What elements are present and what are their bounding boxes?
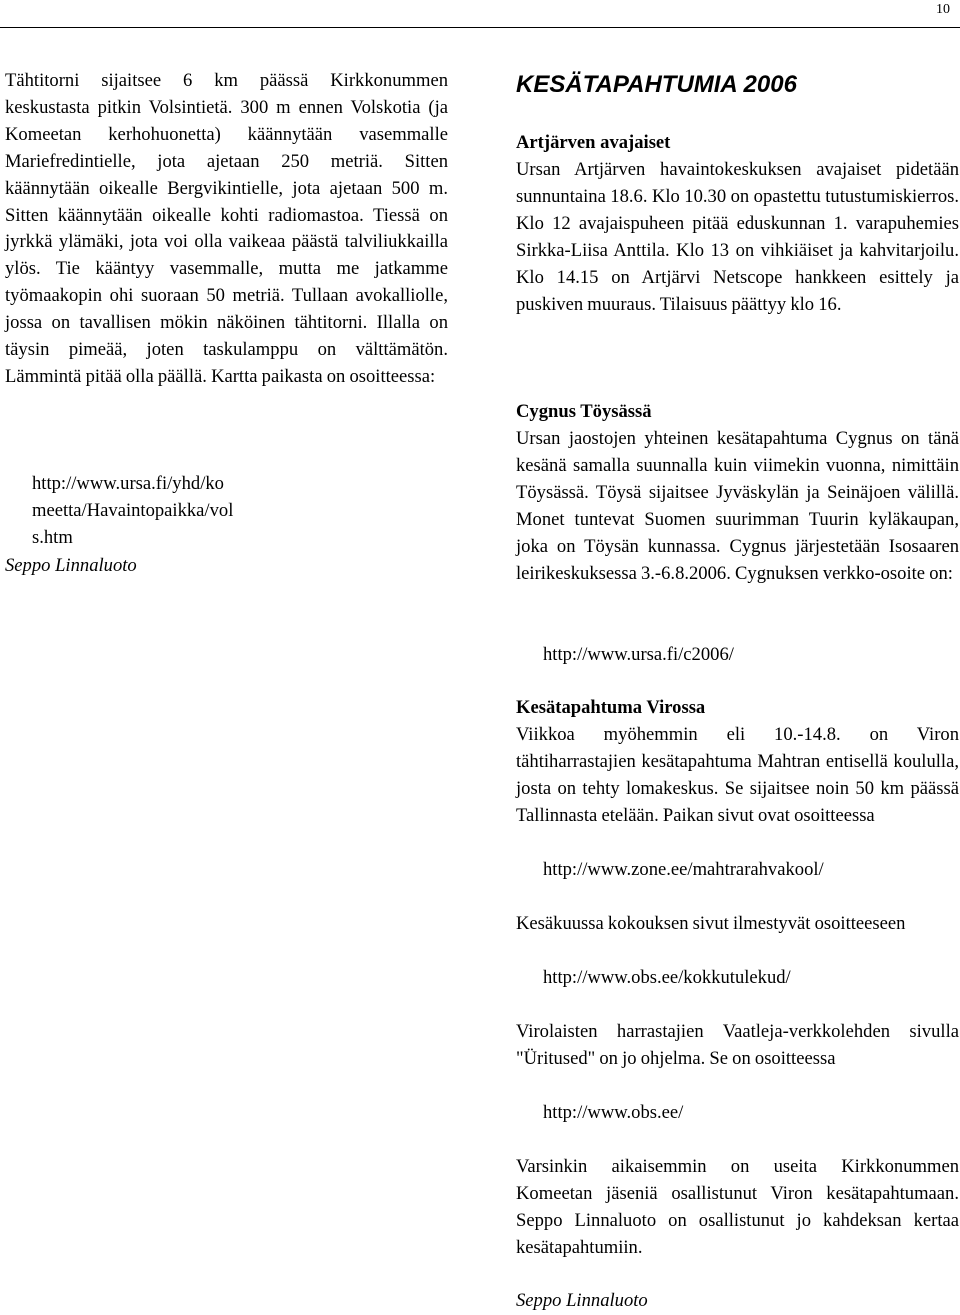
left-author: Seppo Linnaluoto [5,555,137,576]
closing-text: Varsinkin aikaisemmin on useita Kirkkonummen Komeetan jäseniä osallistunut Viron kesätapahtumaan. Seppo Linnaluoto on osallistunut jo kahdeksan kertaa kesätapahtumiin. [516,1156,959,1258]
vaatleja-url: http://www.obs.ee/ [543,1102,684,1123]
cygnus-url: http://www.ursa.fi/c2006/ [543,644,734,665]
vaatleja-text: Virolaisten harrastajien Vaatleja-verkkolehden sivulla "Üritused" on jo ohjelma. Se on osoitteessa [516,1021,959,1069]
viro-text: Viikkoa myöhemmin eli 10.-14.8. on Viron tähtiharrastajien kesätapahtuma Mahtran entisellä koululla, josta on tehty lomakeskus. Se sijaitsee noin 50 km päässä Tallinnasta etelään. Paikan sivut ovat osoitteessa [516,724,959,826]
viro-heading: Kesätapahtuma Virossa [516,697,706,718]
kokkutulek-url: http://www.obs.ee/kokkutulekud/ [543,967,791,988]
cygnus-text: Ursan jaostojen yhteinen kesätapahtuma Cygnus on tänä kesänä samalla suunnalla kuin viimekin vuonna, nimittäin Töysässä. Töysä sijaitsee Jyväskylän ja Seinäjoen välillä. Monet tuntevat Suomen suurimman Tuurin kyläkaupan, joka on Töysän kunnassa. Cygnus järjestetään Isosaaren leirikeskuksessa 3.-6.8.2006. Cygnuksen verkko-osoite on: [516,428,959,584]
artjarvi-text: Ursan Artjärven havaintokeskuksen avajaiset pidetään sunnuntaina 18.6. Klo 10.30 on opastettu tutustumiskierros. Klo 12 avajaispuheen pitää eduskunnan 1. varapuhemies Sirkka-Liisa Anttila. Klo 13 on vihkiäiset ja kahvitarjoilu. Klo 14.15 on Artjärvi Netscope hankkeen esittely ja puskiven muuraus. Tilaisuus päättyy klo 16. [516,159,959,315]
map-url: http://www.ursa.fi/yhd/komeetta/Havaintopaikka/vols.htm [32,473,234,548]
directions-paragraph: Tähtitorni sijaitsee 6 km päässä Kirkkonummen keskustasta pitkin Volsintietä. 300 m ennen Volskotia (ja Komeetan kerhohuonetta) käännytään vasemmalle Mariefredintielle, jota ajetaan 250 metriä. Sitten käännytään oikealle Bergvikintielle, jota ajetaan 500 m. Sitten käännytään oikealle kohti radiomastoa. Tiessä on jyrkkä ylämäki, jota voi olla vaikeaa päästä talviliukkailla ylös. Tie kääntyy vasemmalle, mutta me jatkamme työmaakopin ohi suoraan 50 metriä. Tullaan avokalliolle, jossa on tavallisen mökin näköinen tähtitorni. Illalla on täysin pimeää, joten taskulamppu on välttämätön. Lämmintä pitää olla päällä. Kartta paikasta on osoitteessa: [5,70,448,387]
right-author: Seppo Linnaluoto [516,1290,648,1311]
viro-url: http://www.zone.ee/mahtrarahvakool/ [543,859,824,880]
artjarvi-heading: Artjärven avajaiset [516,132,671,153]
page-number: 10 [936,2,950,17]
kokkutulek-text: Kesäkuussa kokouksen sivut ilmestyvät osoitteeseen [516,913,906,934]
header-rule [0,27,960,28]
cygnus-heading: Cygnus Töysässä [516,401,652,422]
section-title: KESÄTAPAHTUMIA 2006 [516,71,797,98]
